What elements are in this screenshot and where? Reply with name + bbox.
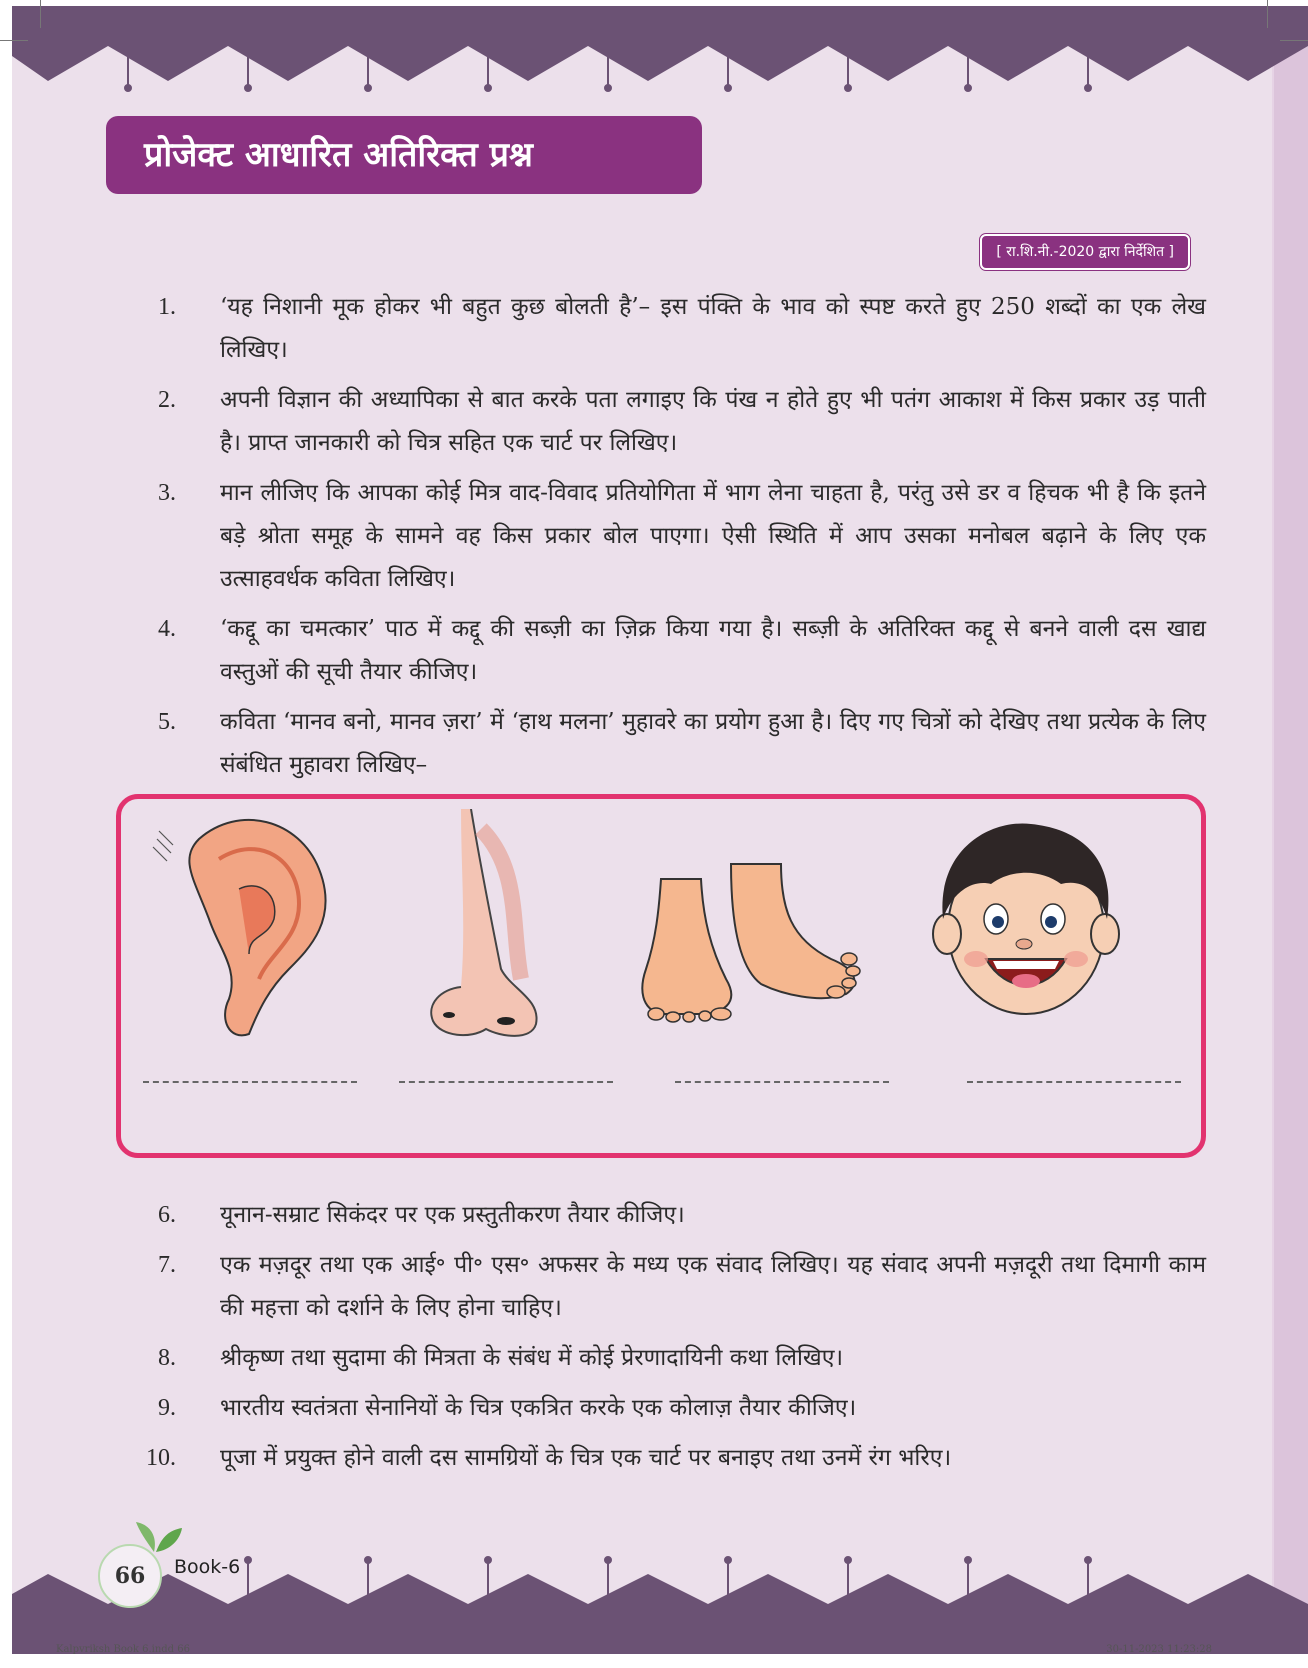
question-text: कविता ‘मानव बनो, मानव ज़रा’ में ‘हाथ मलना’ मुहावरे का प्रयोग हुआ है। दिए गए चित्रों को देखिए तथा प्रत्येक के लिए संबंधित मुहावरा लिखिए–	[220, 709, 1207, 778]
question-item	[122, 379, 1206, 465]
page-number: 66	[98, 1544, 162, 1608]
crop-mark	[0, 40, 28, 41]
crop-mark	[1267, 0, 1268, 28]
question-number: 8.	[158, 1345, 176, 1371]
ear-icon	[149, 809, 349, 1049]
question-item	[122, 1194, 1206, 1237]
question-item	[122, 286, 1206, 372]
question-number: 2.	[158, 387, 176, 413]
question-number: 6.	[158, 1202, 176, 1228]
question-number: 3.	[158, 480, 176, 506]
question-text: पूजा में प्रयुक्त होने वाली दस सामग्रियों के चित्र एक चार्ट पर बनाइए तथा उनमें रंग भरिए।	[220, 1445, 952, 1471]
question-number: 9.	[158, 1395, 176, 1421]
print-slug-right: 30-11-2023 11:23:28	[1106, 1644, 1212, 1655]
question-item	[122, 1437, 1206, 1480]
feet-icon	[631, 809, 871, 1049]
question-item	[122, 1244, 1206, 1330]
question-number: 7.	[158, 1252, 176, 1278]
question-item	[122, 608, 1206, 694]
top-decorative-band	[12, 6, 1308, 106]
question-text: एक मज़दूर तथा एक आई॰ पी॰ एस॰ अफसर के मध्य एक संवाद लिखिए। यह संवाद अपनी मज़दूरी तथा दिमागी काम की महत्ता को दर्शाने के लिए होना चाहिए।	[220, 1252, 1206, 1321]
question-text: अपनी विज्ञान की अध्यापिका से बात करके पता लगाइए कि पंख न होते हुए भी पतंग आकाश में किस प्रकार उड़ पाती है। प्राप्त जानकारी को चित्र सहित एक चार्ट पर लिखिए।	[220, 387, 1206, 456]
question-item	[122, 1337, 1206, 1380]
bottom-decorative-band	[12, 1534, 1308, 1654]
question-text: ‘कद्दू का चमत्कार’ पाठ में कद्दू की सब्ज़ी का ज़िक्र किया गया है। सब्ज़ी के अतिरिक्त कद्दू से बनने वाली दस खाद्य वस्तुओं की सूची तैयार कीजिए।	[220, 616, 1206, 685]
nose-icon	[411, 809, 561, 1049]
reference-badge: [ रा.शि.नी.-2020 द्वारा निर्देशित ]	[980, 234, 1190, 270]
question-text: भारतीय स्वतंत्रता सेनानियों के चित्र एकत्रित करके एक कोलाज़ तैयार कीजिए।	[220, 1395, 857, 1421]
question-number: 10.	[146, 1445, 176, 1471]
question-text: मान लीजिए कि आपका कोई मित्र वाद-विवाद प्रतियोगिता में भाग लेना चाहता है, परंतु उसे डर व हिचक भी है कि इतने बड़े श्रोता समूह के सामने वह किस प्रकार बोल पाएगा। ऐसी स्थिति में आप उसका मनोबल बढ़ाने के लिए एक उत्साहवर्धक कविता लिखिए।	[220, 480, 1206, 592]
question-number: 1.	[158, 294, 176, 320]
answer-line	[143, 1081, 357, 1083]
question-text: ‘यह निशानी मूक होकर भी बहुत कुछ बोलती है’– इस पंक्ति के भाव को स्पष्ट करते हुए 250 शब्दों का एक लेख लिखिए।	[220, 294, 1206, 363]
smiling-boy-face-icon	[931, 809, 1121, 1049]
page	[12, 6, 1308, 1654]
answer-line	[675, 1081, 889, 1083]
idiom-picture-box	[116, 794, 1206, 1158]
question-number: 4.	[158, 616, 176, 642]
answer-line	[967, 1081, 1181, 1083]
crop-mark	[1280, 40, 1308, 41]
answer-line	[399, 1081, 613, 1083]
question-number: 5.	[158, 709, 176, 735]
question-text: श्रीकृष्ण तथा सुदामा की मित्रता के संबंध में कोई प्रेरणादायिनी कथा लिखिए।	[220, 1345, 844, 1371]
question-text: यूनान-सम्राट सिकंदर पर एक प्रस्तुतीकरण तैयार कीजिए।	[220, 1202, 685, 1228]
crop-mark	[40, 0, 41, 28]
question-item	[122, 1387, 1206, 1430]
print-slug-left: Kalpvriksh Book 6.indd 66	[56, 1644, 190, 1655]
side-strip	[1272, 6, 1308, 1654]
page-title: प्रोजेक्ट आधारित अतिरिक्त प्रश्न	[106, 116, 702, 194]
question-item	[122, 701, 1206, 787]
question-list-1	[122, 286, 1206, 794]
question-list-2	[122, 1194, 1206, 1487]
question-item	[122, 472, 1206, 601]
book-label: Book-6	[174, 1556, 241, 1578]
